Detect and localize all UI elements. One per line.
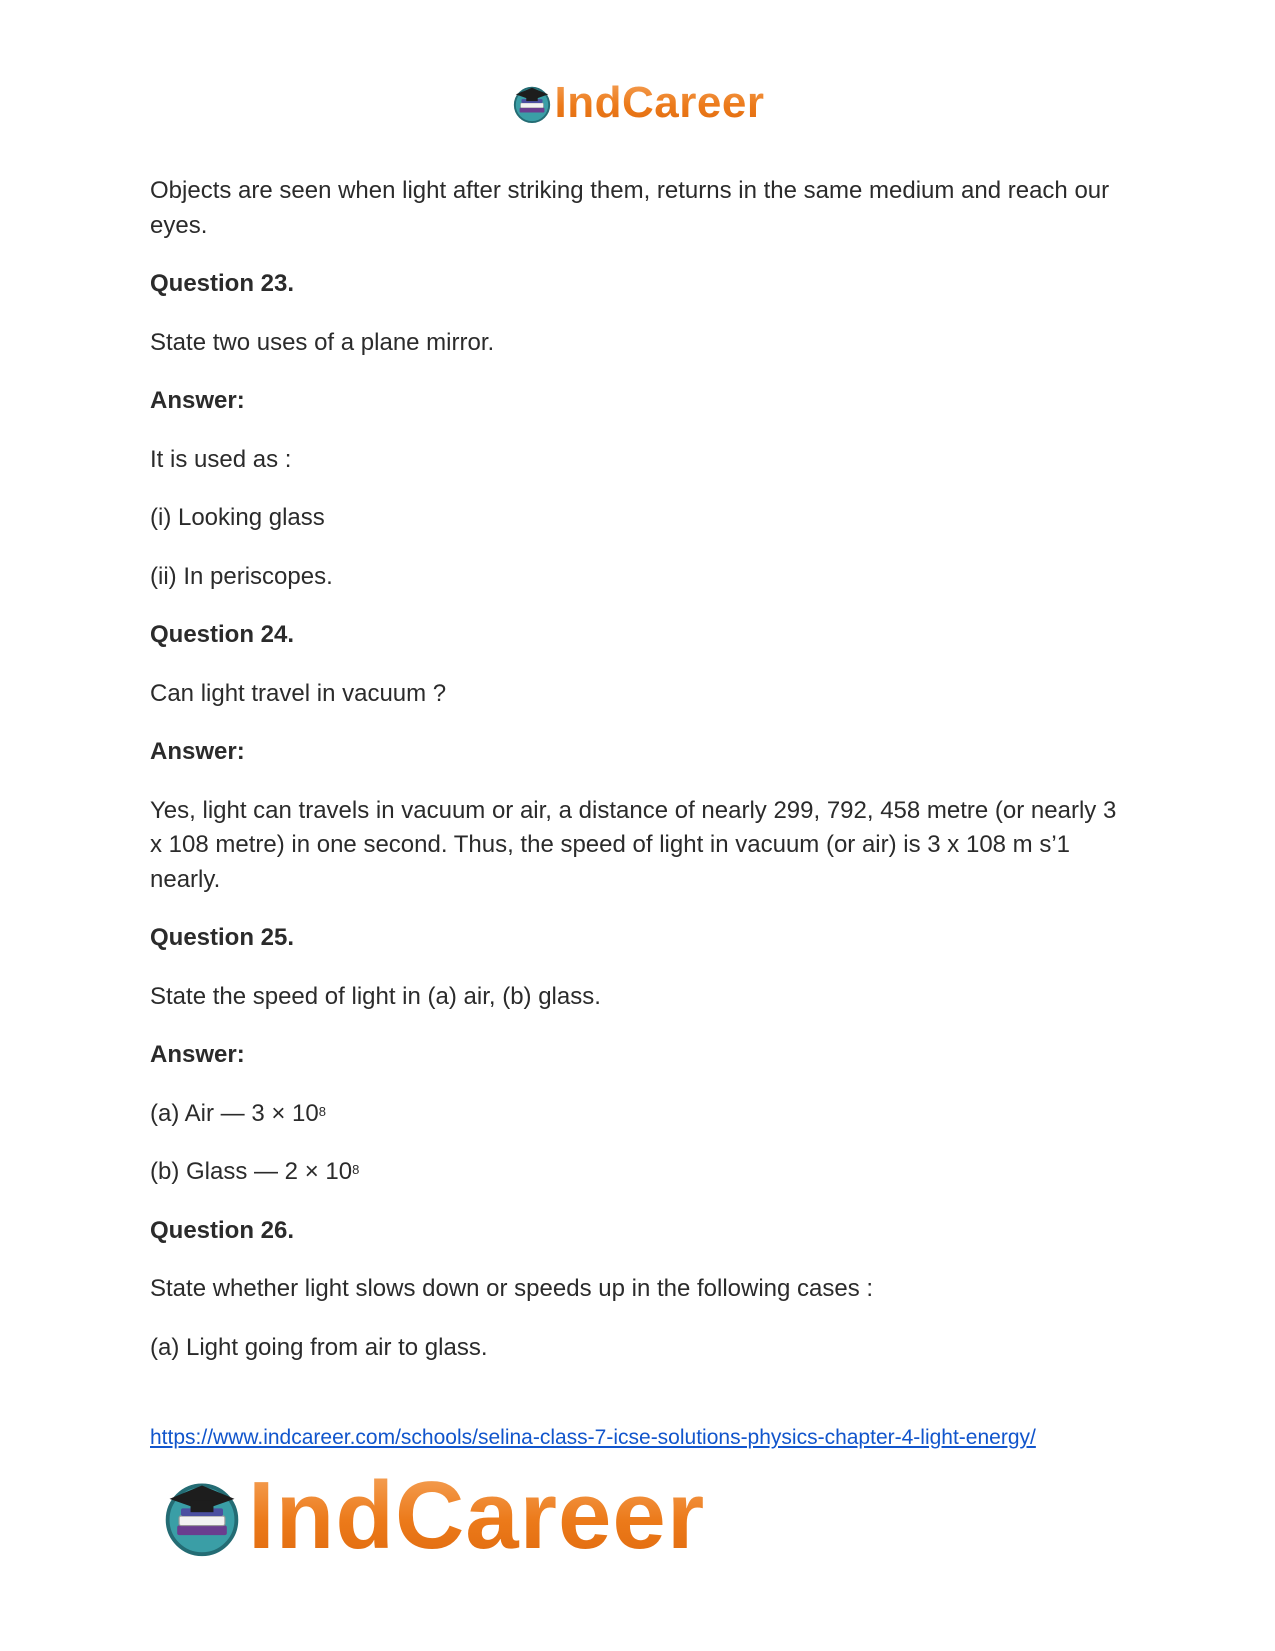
question-23-text: State two uses of a plane mirror.: [150, 328, 495, 356]
header-logo: [0, 78, 1275, 128]
question-23-label: Question 23.: [150, 270, 295, 297]
answer-23-line: It is used as :: [150, 445, 292, 473]
answer-23-line: (i) Looking glass: [150, 504, 325, 531]
question-26-text: State whether light slows down or speeds up in the following cases :: [150, 1275, 874, 1302]
graduation-cap-icon: [511, 82, 553, 124]
brand-name: IndCareer: [248, 1462, 706, 1569]
glass-speed-text: (b) Glass — 2 × 10: [150, 1158, 353, 1185]
answer-25-air: [150, 1097, 1130, 1132]
answer-24-text: Yes, light can travels in vacuum or air, a distance of nearly 299, 792, 458 metre (or nearly 3 x 108 metre) in one second. Thus, the speed of light in vacuum (or air) is 3 x 108 m s’1 nearly.: [150, 796, 1117, 893]
footer-logo: [160, 1462, 706, 1569]
intro-paragraph: Objects are seen when light after striking them, returns in the same medium and reach our eyes.: [150, 177, 1110, 239]
answer-23-line: (ii) In periscopes.: [150, 562, 333, 590]
question-24-text: Can light travel in vacuum ?: [150, 679, 447, 707]
question-25-label: Question 25.: [150, 924, 295, 951]
question-26-label: Question 26.: [150, 1216, 295, 1244]
answer-25-label: Answer:: [150, 1041, 245, 1068]
answer-23-label: Answer:: [150, 387, 245, 414]
brand-name: IndCareer: [554, 78, 765, 127]
air-speed-exponent: 8: [318, 1103, 326, 1119]
answer-24-label: Answer:: [150, 738, 245, 765]
glass-speed-exponent: 8: [352, 1162, 360, 1177]
question-25-text: State the speed of light in (a) air, (b) glass.: [150, 982, 601, 1010]
graduation-cap-icon: [160, 1474, 244, 1558]
air-speed-text: (a) Air — 3 × 10: [150, 1099, 319, 1127]
document-body: [150, 174, 1130, 1389]
question-24-label: Question 24.: [150, 621, 295, 648]
source-link[interactable]: https://www.indcareer.com/schools/selina-class-7-icse-solutions-physics-chapter-4-light-energy/: [150, 1426, 1036, 1449]
question-26-part-a: (a) Light going from air to glass.: [150, 1333, 488, 1361]
answer-25-glass: [150, 1155, 1130, 1190]
